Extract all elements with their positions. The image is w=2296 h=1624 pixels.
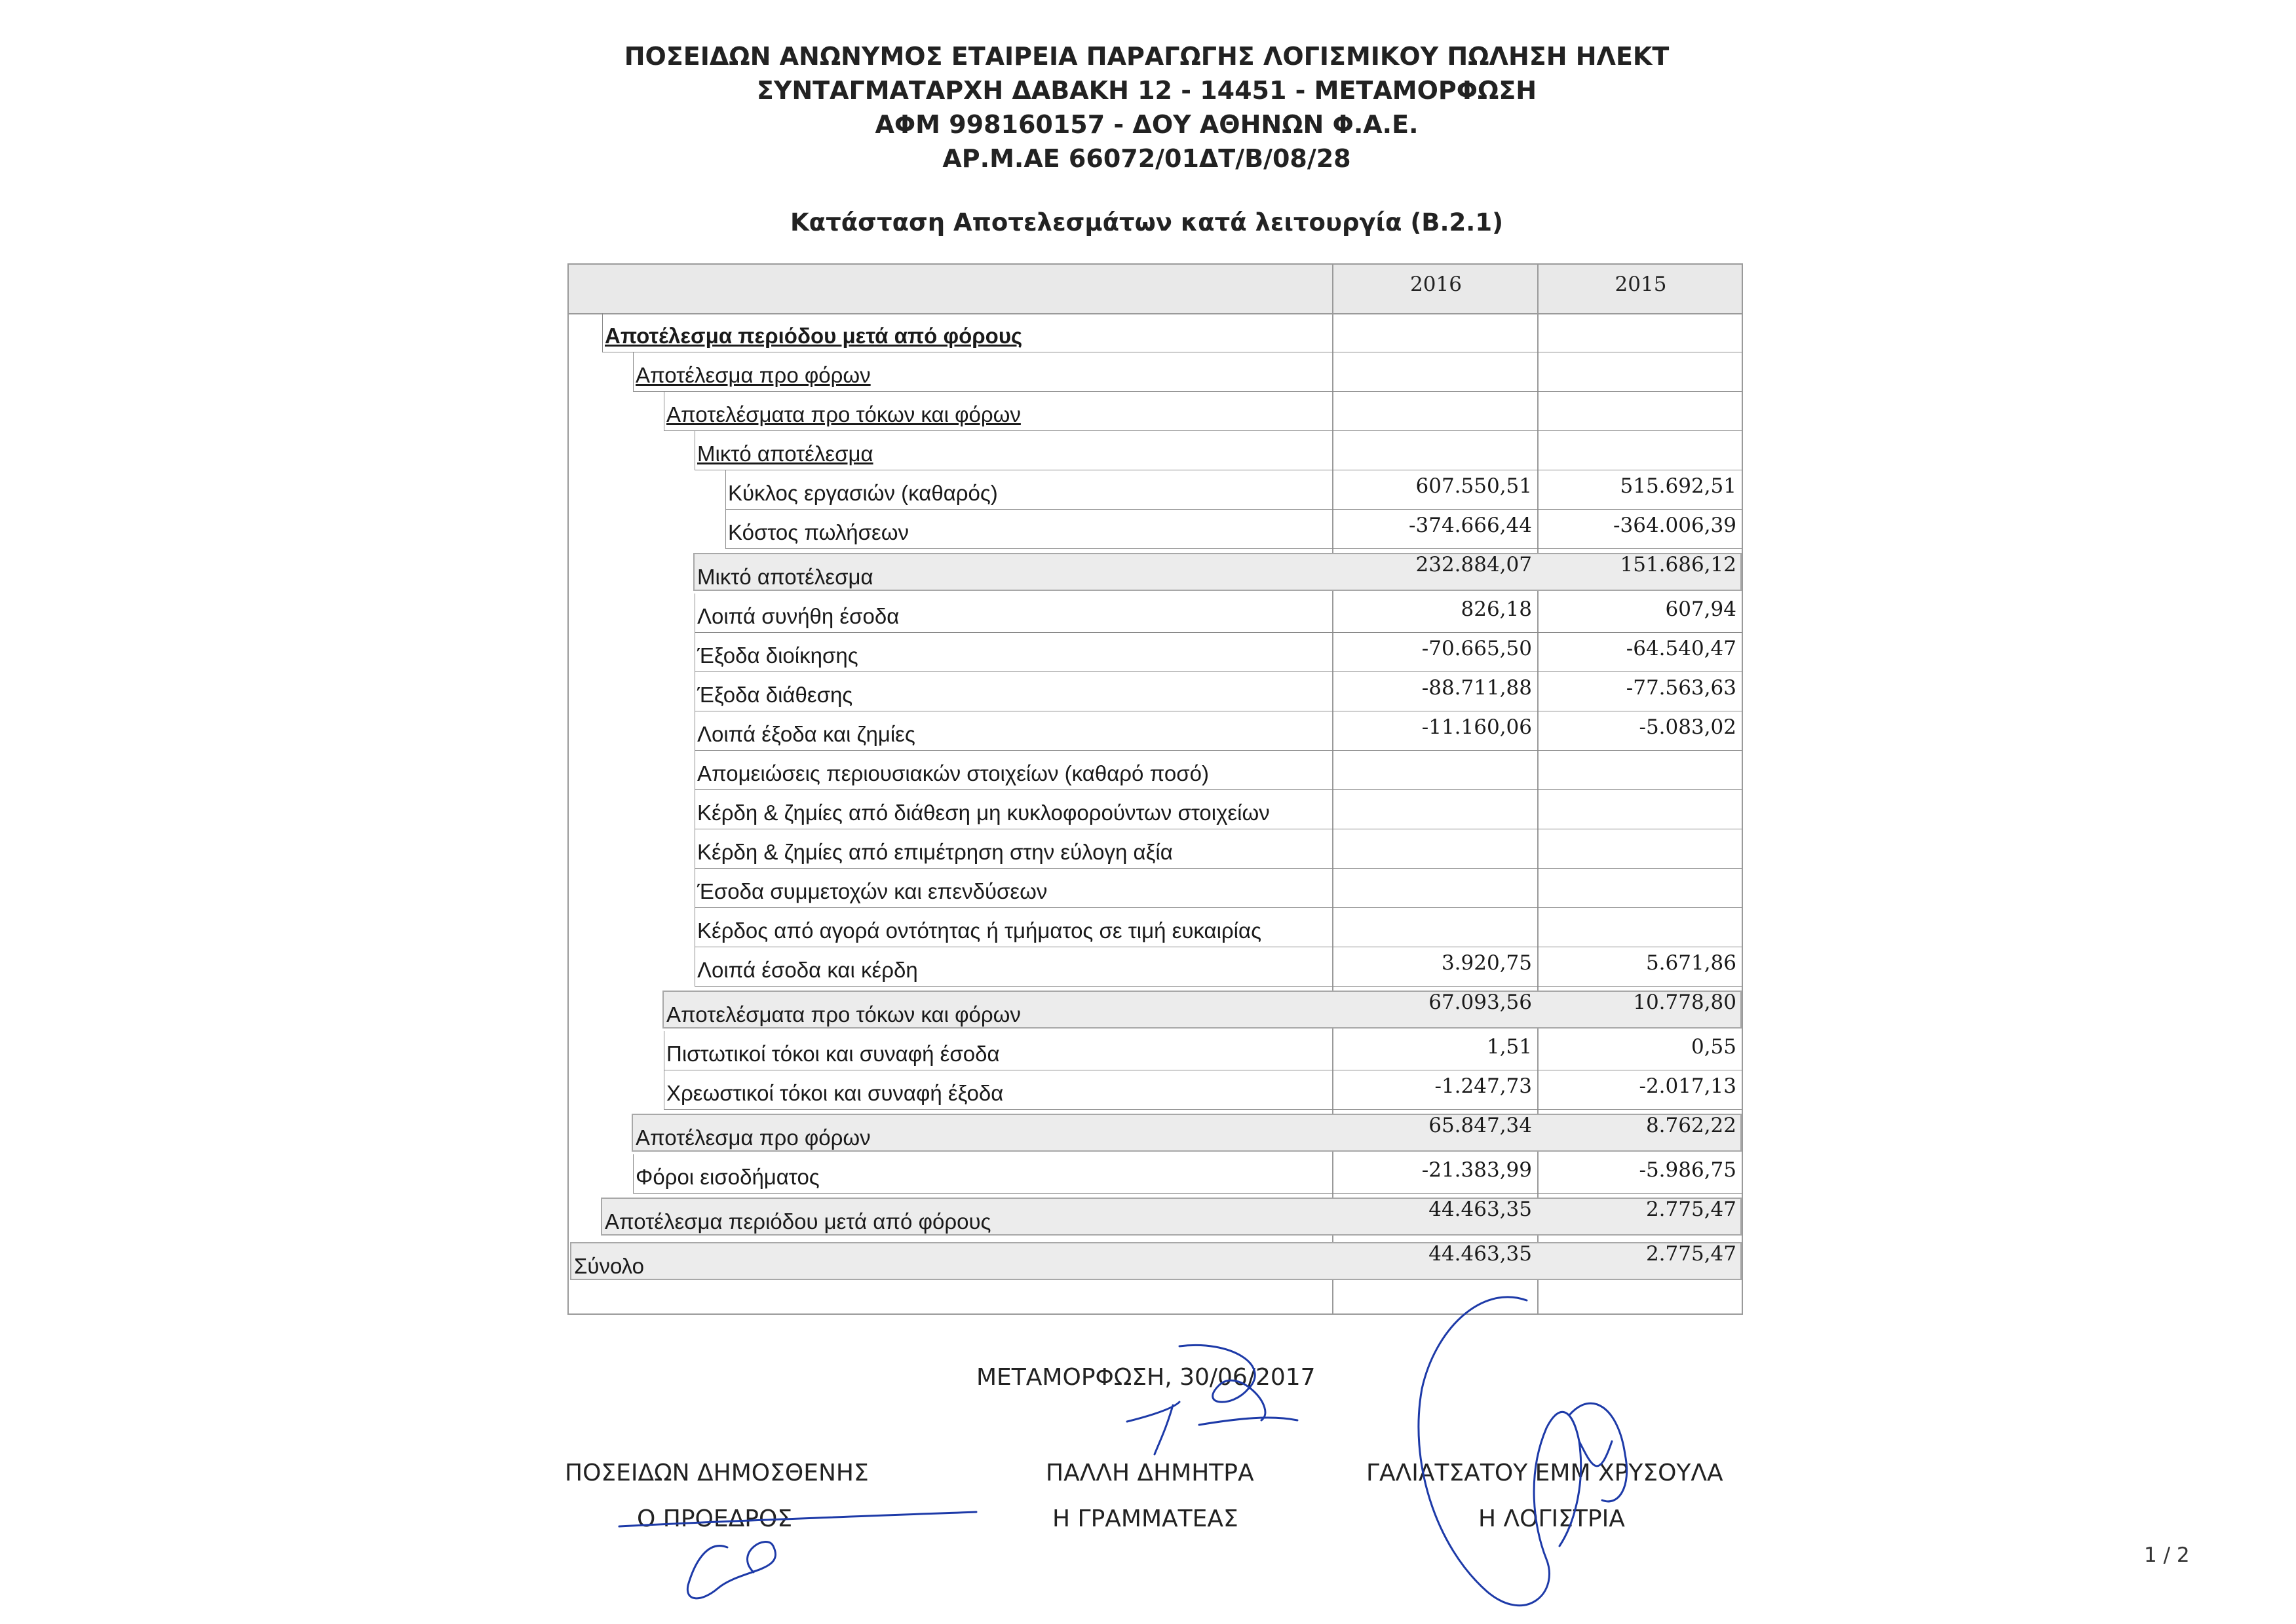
company-header bbox=[459, 39, 1835, 176]
value-2016: -1.247,73 bbox=[1434, 1074, 1532, 1098]
table-row bbox=[569, 470, 1742, 510]
signatory-name-secretary: ΠΑΛΛΗ ΔΗΜΗΤΡΑ bbox=[1046, 1460, 1254, 1486]
value-2015: -64.540,47 bbox=[1626, 637, 1736, 660]
place-date: ΜΕΤΑΜΟΡΦΩΣΗ, 30/06/2017 bbox=[976, 1364, 1316, 1391]
table-header bbox=[569, 265, 1742, 314]
row-label: Κέρδος από αγορά οντότητας ή τμήματος σε τιμή ευκαιρίας bbox=[697, 918, 1261, 943]
subtotal-row bbox=[569, 1110, 1742, 1154]
row-label: Χρεωστικοί τόκοι και συναφή έξοδα bbox=[666, 1081, 1004, 1105]
value-2015: 2.775,47 bbox=[1645, 1242, 1736, 1266]
table-row bbox=[569, 313, 1742, 352]
value-2015: -5.083,02 bbox=[1639, 715, 1736, 739]
company-name: ΠΟΣΕΙΔΩΝ ΑΝΩΝΥΜΟΣ ΕΤΑΙΡΕΙΑ ΠΑΡΑΓΩΓΗΣ ΛΟΓΙΣΜΙΚΟΥ ΠΩΛΗΣΗ ΗΛΕΚΤ bbox=[624, 42, 1670, 71]
subtotal-row bbox=[569, 1238, 1742, 1283]
report-title: Κατάσταση Αποτελεσμάτων κατά λειτουργία (Β.2.1) bbox=[790, 208, 1503, 236]
table-row bbox=[569, 672, 1742, 711]
value-2015: 0,55 bbox=[1691, 1035, 1736, 1059]
subtotal-row bbox=[569, 549, 1742, 594]
table-row bbox=[569, 392, 1742, 431]
value-2016: -11.160,06 bbox=[1421, 715, 1532, 739]
value-2016: 232.884,07 bbox=[1415, 553, 1532, 576]
row-label: Σύνολο bbox=[574, 1254, 645, 1278]
signatory-role-secretary: Η ΓΡΑΜΜΑΤΕΑΣ bbox=[1052, 1505, 1238, 1532]
row-label: Κύκλος εργασιών (καθαρός) bbox=[728, 481, 998, 505]
company-tax-id: ΑΦΜ 998160157 - ΔΟΥ ΑΘΗΝΩΝ Φ.Α.Ε. bbox=[875, 110, 1419, 139]
indent-rule bbox=[725, 470, 726, 510]
table-row bbox=[569, 908, 1742, 947]
table-row bbox=[569, 1154, 1742, 1194]
row-label: Έσοδα συμμετοχών και επενδύσεων bbox=[697, 879, 1048, 903]
table-row bbox=[569, 510, 1742, 549]
value-2016: 1,51 bbox=[1486, 1035, 1532, 1059]
row-label: Μικτό αποτέλεσμα bbox=[697, 442, 873, 466]
row-label: Λοιπά συνήθη έσοδα bbox=[697, 604, 900, 628]
value-2015: -364.006,39 bbox=[1613, 514, 1736, 537]
table-row bbox=[569, 829, 1742, 869]
row-label: Αποτέλεσμα προ φόρων bbox=[636, 1125, 871, 1150]
table-row bbox=[569, 711, 1742, 751]
signatory-name-president: ΠΟΣΕΙΔΩΝ ΔΗΜΟΣΘΕΝΗΣ bbox=[565, 1460, 869, 1486]
row-label: Κόστος πωλήσεων bbox=[728, 520, 909, 544]
row-label: Απομειώσεις περιουσιακών στοιχείων (καθαρό ποσό) bbox=[697, 761, 1209, 785]
row-label: Φόροι εισοδήματος bbox=[636, 1165, 820, 1189]
company-address: ΣΥΝΤΑΓΜΑΤΑΡΧΗ ΔΑΒΑΚΗ 12 - 14451 - ΜΕΤΑΜΟΡΦΩΣΗ bbox=[756, 76, 1537, 105]
table-row bbox=[569, 1031, 1742, 1070]
row-label: Έξοδα διοίκησης bbox=[697, 643, 858, 668]
row-label: Κέρδη & ζημίες από διάθεση μη κυκλοφορούντων στοιχείων bbox=[697, 801, 1270, 825]
page-number: 1 / 2 bbox=[2144, 1543, 2190, 1567]
value-2015: -2.017,13 bbox=[1639, 1074, 1736, 1098]
signature-secretary bbox=[1127, 1345, 1297, 1454]
row-label: Κέρδη & ζημίες από επιμέτρηση στην εύλογη αξία bbox=[697, 840, 1173, 864]
indent-rule bbox=[633, 1154, 634, 1194]
indent-rule bbox=[725, 510, 726, 549]
row-label: Αποτελέσματα προ τόκων και φόρων bbox=[666, 402, 1021, 426]
table-row bbox=[569, 352, 1742, 392]
value-2016: -88.711,88 bbox=[1421, 676, 1532, 700]
subtotal-row bbox=[569, 1194, 1742, 1238]
row-label: Μικτό αποτέλεσμα bbox=[697, 565, 873, 589]
row-label: Αποτελέσματα προ τόκων και φόρων bbox=[666, 1002, 1021, 1027]
column-header-2016: 2016 bbox=[1410, 273, 1462, 296]
income-statement-table bbox=[567, 263, 1743, 1315]
value-2016: 44.463,35 bbox=[1428, 1198, 1532, 1221]
value-2016: 44.463,35 bbox=[1428, 1242, 1532, 1266]
signature-accountant bbox=[1419, 1297, 1627, 1606]
row-label: Λοιπά έσοδα και κέρδη bbox=[697, 958, 918, 982]
row-label: Λοιπά έξοδα και ζημίες bbox=[697, 722, 915, 746]
value-2016: 826,18 bbox=[1461, 597, 1532, 621]
value-2015: 5.671,86 bbox=[1645, 951, 1736, 975]
value-2015: 515.692,51 bbox=[1620, 474, 1736, 498]
value-2015: -77.563,63 bbox=[1626, 676, 1736, 700]
value-2015: 8.762,22 bbox=[1645, 1114, 1736, 1137]
row-label: Έξοδα διάθεσης bbox=[697, 683, 853, 707]
value-2016: 607.550,51 bbox=[1415, 474, 1532, 498]
table-row bbox=[569, 947, 1742, 987]
signatory-role-accountant: Η ΛΟΓΙΣΤΡΙΑ bbox=[1478, 1505, 1625, 1532]
table-row bbox=[569, 431, 1742, 470]
value-2016: -374.666,44 bbox=[1409, 514, 1532, 537]
row-label: Αποτέλεσμα προ φόρων bbox=[636, 363, 871, 387]
value-2015: -5.986,75 bbox=[1639, 1158, 1736, 1182]
value-2016: -21.383,99 bbox=[1421, 1158, 1532, 1182]
indent-rule bbox=[633, 352, 634, 392]
table-row bbox=[569, 633, 1742, 672]
row-label: Αποτέλεσμα περιόδου μετά από φόρους bbox=[605, 1209, 991, 1234]
subtotal-row bbox=[569, 987, 1742, 1031]
table-row bbox=[569, 751, 1742, 790]
table-row bbox=[569, 869, 1742, 908]
table-row bbox=[569, 594, 1742, 633]
company-registry-number: ΑΡ.Μ.ΑΕ 66072/01ΔΤ/Β/08/28 bbox=[942, 144, 1351, 173]
signatory-role-president: Ο ΠΡΟΕΔΡΟΣ bbox=[637, 1505, 793, 1532]
column-header-2015: 2015 bbox=[1615, 273, 1667, 296]
signatory-name-accountant: ΓΑΛΙΑΤΣΑΤΟΥ ΕΜΜ ΧΡΥΣΟΥΛΑ bbox=[1366, 1460, 1723, 1486]
table-row bbox=[569, 1070, 1742, 1110]
value-2015: 10.778,80 bbox=[1633, 991, 1736, 1014]
row-label: Αποτέλεσμα περιόδου μετά από φόρους bbox=[605, 324, 1023, 348]
value-2015: 2.775,47 bbox=[1645, 1198, 1736, 1221]
indent-rule bbox=[602, 313, 603, 352]
row-label: Πιστωτικοί τόκοι και συναφή έσοδα bbox=[666, 1042, 1000, 1066]
table-row bbox=[569, 790, 1742, 829]
value-2015: 151.686,12 bbox=[1620, 553, 1736, 576]
value-2016: 67.093,56 bbox=[1428, 991, 1532, 1014]
value-2016: 65.847,34 bbox=[1428, 1114, 1532, 1137]
value-2016: -70.665,50 bbox=[1421, 637, 1532, 660]
value-2016: 3.920,75 bbox=[1441, 951, 1532, 975]
value-2015: 607,94 bbox=[1665, 597, 1736, 621]
